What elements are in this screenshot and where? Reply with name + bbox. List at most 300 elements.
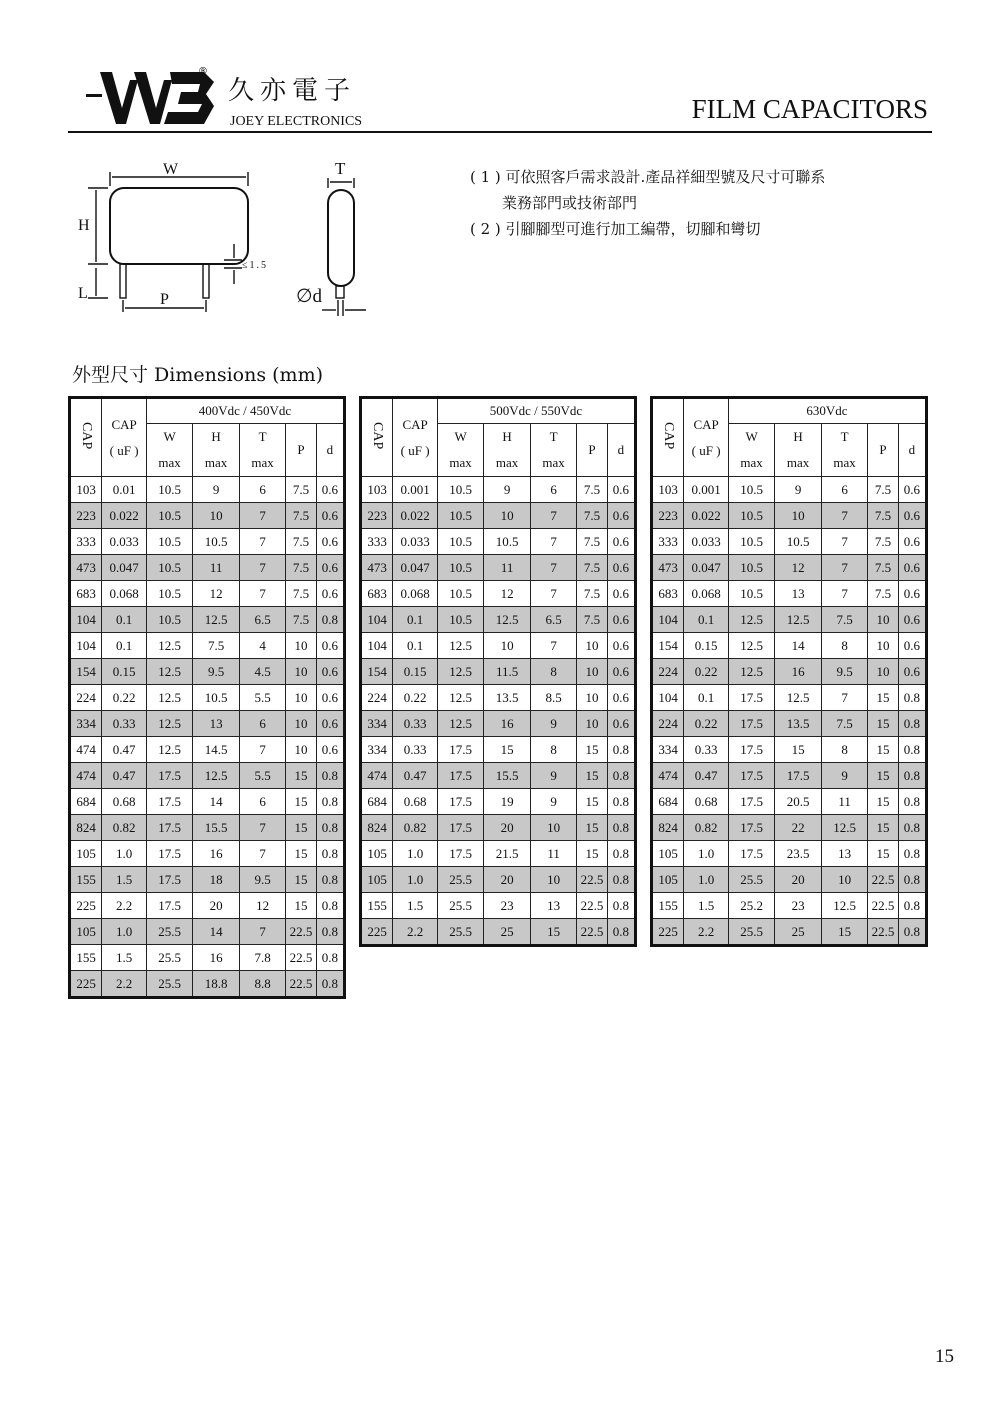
cell-capacitance: 0.15 — [393, 659, 437, 685]
cell-height: 11 — [193, 555, 240, 581]
cell-width: 17.5 — [146, 815, 193, 841]
cell-pitch: 10 — [868, 607, 898, 633]
registered-mark: ® — [198, 66, 208, 77]
cell-thickness: 12.5 — [821, 893, 868, 919]
cell-capacitance: 1.5 — [102, 945, 146, 971]
cell-height: 10.5 — [484, 529, 531, 555]
cell-cap-code: 333 — [361, 529, 393, 555]
table-row — [70, 555, 345, 581]
cell-capacitance: 0.22 — [684, 659, 728, 685]
cell-lead-diameter: 0.8 — [898, 867, 926, 893]
table-row — [652, 529, 927, 555]
cell-width: 17.5 — [728, 841, 775, 867]
cell-width: 17.5 — [146, 893, 193, 919]
cell-width: 25.5 — [146, 945, 193, 971]
cell-pitch: 15 — [286, 841, 316, 867]
cell-capacitance: 0.33 — [684, 737, 728, 763]
header-p: P — [286, 424, 316, 477]
cell-pitch: 22.5 — [577, 893, 607, 919]
company-name-chinese: 久亦電子 — [228, 76, 357, 106]
cell-thickness: 13 — [530, 893, 577, 919]
cell-pitch: 7.5 — [286, 607, 316, 633]
cell-width: 12.5 — [437, 633, 484, 659]
cell-height: 10 — [484, 633, 531, 659]
section-title: 外型尺寸 Dimensions (mm) — [72, 364, 323, 386]
cell-height: 10.5 — [193, 685, 240, 711]
cell-capacitance: 0.1 — [102, 607, 146, 633]
header-w-label: W — [454, 429, 467, 444]
cell-capacitance: 0.47 — [684, 763, 728, 789]
table-row — [652, 503, 927, 529]
cell-pitch: 10 — [868, 659, 898, 685]
table-row — [361, 841, 636, 867]
cell-width: 25.5 — [728, 867, 775, 893]
cell-pitch: 7.5 — [868, 529, 898, 555]
cell-lead-diameter: 0.8 — [607, 867, 635, 893]
cell-capacitance: 0.22 — [684, 711, 728, 737]
cell-thickness: 8 — [530, 659, 577, 685]
cell-height: 20 — [484, 815, 531, 841]
header-w-label: W — [745, 429, 758, 444]
cell-lead-diameter: 0.8 — [316, 945, 344, 971]
cell-pitch: 7.5 — [577, 581, 607, 607]
cell-width: 17.5 — [728, 711, 775, 737]
table-row — [361, 503, 636, 529]
cell-cap-code: 474 — [361, 763, 393, 789]
cell-width: 17.5 — [728, 685, 775, 711]
cell-lead-diameter: 0.8 — [607, 841, 635, 867]
header-capacitance-label: CAP — [402, 416, 428, 432]
cell-cap-code: 683 — [652, 581, 684, 607]
cell-width: 17.5 — [728, 815, 775, 841]
cell-lead-diameter: 0.8 — [898, 685, 926, 711]
label-d: ∅d — [296, 286, 323, 307]
cell-pitch: 15 — [286, 763, 316, 789]
cell-pitch: 7.5 — [286, 477, 316, 503]
cell-height: 12.5 — [193, 607, 240, 633]
cell-capacitance: 1.0 — [102, 919, 146, 945]
cell-cap-code: 474 — [70, 763, 102, 789]
cell-width: 12.5 — [728, 633, 775, 659]
cell-lead-diameter: 0.8 — [898, 711, 926, 737]
cell-capacitance: 2.2 — [102, 971, 146, 998]
cell-pitch: 22.5 — [286, 919, 316, 945]
dimension-table-500v — [359, 396, 637, 947]
table-row — [361, 659, 636, 685]
header-voltage: 630Vdc — [728, 398, 926, 424]
cell-cap-code: 473 — [361, 555, 393, 581]
header-h-label: H — [793, 429, 803, 444]
cell-thickness: 7 — [821, 555, 868, 581]
cell-pitch: 7.5 — [868, 555, 898, 581]
cell-thickness: 11 — [821, 789, 868, 815]
header-w-max: max — [449, 455, 472, 470]
cell-height: 7.5 — [193, 633, 240, 659]
cell-pitch: 22.5 — [286, 971, 316, 998]
table-row — [70, 685, 345, 711]
cell-cap-code: 104 — [652, 685, 684, 711]
cell-thickness: 12.5 — [821, 815, 868, 841]
page-number: 15 — [935, 1346, 954, 1367]
cell-width: 17.5 — [437, 789, 484, 815]
table-row — [361, 529, 636, 555]
cell-pitch: 22.5 — [868, 893, 898, 919]
cell-cap-code: 224 — [361, 685, 393, 711]
cell-height: 25 — [775, 919, 822, 946]
table-row — [70, 945, 345, 971]
cell-height: 17.5 — [775, 763, 822, 789]
cell-capacitance: 0.001 — [684, 477, 728, 503]
table-row — [361, 867, 636, 893]
header-cap-code — [652, 398, 684, 477]
cell-thickness: 7 — [239, 529, 286, 555]
cell-thickness: 7 — [530, 555, 577, 581]
cell-lead-diameter: 0.6 — [316, 503, 344, 529]
cell-pitch: 7.5 — [868, 477, 898, 503]
cell-thickness: 6 — [239, 789, 286, 815]
cell-height: 15.5 — [484, 763, 531, 789]
table-row — [652, 581, 927, 607]
header-h — [193, 424, 240, 477]
cell-pitch: 10 — [577, 685, 607, 711]
cell-width: 10.5 — [146, 503, 193, 529]
cell-pitch: 15 — [577, 789, 607, 815]
cell-lead-diameter: 0.6 — [607, 477, 635, 503]
cell-width: 10.5 — [146, 607, 193, 633]
cell-lead-diameter: 0.8 — [316, 971, 344, 998]
cell-capacitance: 0.82 — [102, 815, 146, 841]
header-p: P — [868, 424, 898, 477]
cell-height: 25 — [484, 919, 531, 946]
cell-height: 9.5 — [193, 659, 240, 685]
cell-height: 11 — [484, 555, 531, 581]
header-rule — [68, 131, 932, 133]
table-row — [361, 711, 636, 737]
cell-height: 9 — [484, 477, 531, 503]
header-capacitance — [393, 398, 437, 477]
cell-thickness: 4.5 — [239, 659, 286, 685]
cell-pitch: 7.5 — [577, 477, 607, 503]
cell-width: 12.5 — [437, 685, 484, 711]
cell-thickness: 7 — [239, 555, 286, 581]
cell-width: 10.5 — [437, 581, 484, 607]
header-h-label: H — [211, 429, 221, 444]
cell-lead-diameter: 0.6 — [898, 659, 926, 685]
cell-cap-code: 155 — [70, 867, 102, 893]
cell-pitch: 15 — [286, 893, 316, 919]
cell-cap-code: 105 — [652, 841, 684, 867]
cell-width: 10.5 — [728, 581, 775, 607]
cell-capacitance: 0.1 — [393, 633, 437, 659]
table-row — [70, 581, 345, 607]
cell-lead-diameter: 0.8 — [316, 763, 344, 789]
cell-width: 17.5 — [728, 763, 775, 789]
cell-capacitance: 1.5 — [102, 867, 146, 893]
cell-cap-code: 105 — [652, 867, 684, 893]
cell-lead-diameter: 0.8 — [898, 815, 926, 841]
cell-height: 15.5 — [193, 815, 240, 841]
cell-thickness: 6.5 — [530, 607, 577, 633]
cell-capacitance: 0.68 — [102, 789, 146, 815]
cell-capacitance: 0.15 — [102, 659, 146, 685]
label-l: L — [78, 285, 88, 302]
cell-width: 10.5 — [146, 555, 193, 581]
cell-cap-code: 154 — [70, 659, 102, 685]
cell-pitch: 10 — [286, 711, 316, 737]
cell-width: 25.2 — [728, 893, 775, 919]
header-w-max: max — [158, 455, 181, 470]
cell-lead-diameter: 0.6 — [316, 555, 344, 581]
cell-height: 13.5 — [775, 711, 822, 737]
table-row — [361, 789, 636, 815]
table-row — [70, 815, 345, 841]
cell-height: 12.5 — [775, 685, 822, 711]
table-row — [652, 815, 927, 841]
cell-width: 17.5 — [437, 763, 484, 789]
table-row — [652, 555, 927, 581]
cell-height: 23 — [775, 893, 822, 919]
cell-pitch: 15 — [286, 815, 316, 841]
cell-height: 10 — [193, 503, 240, 529]
cell-height: 12.5 — [775, 607, 822, 633]
cell-pitch: 10 — [286, 737, 316, 763]
cell-lead-diameter: 0.6 — [607, 581, 635, 607]
cell-width: 17.5 — [437, 815, 484, 841]
cell-pitch: 10 — [286, 659, 316, 685]
cell-thickness: 12 — [239, 893, 286, 919]
cell-width: 17.5 — [146, 867, 193, 893]
cell-height: 12 — [484, 581, 531, 607]
cell-width: 17.5 — [437, 737, 484, 763]
cell-cap-code: 683 — [70, 581, 102, 607]
cell-capacitance: 2.2 — [684, 919, 728, 946]
cell-height: 15 — [775, 737, 822, 763]
table-row — [652, 607, 927, 633]
cell-cap-code: 334 — [652, 737, 684, 763]
cell-height: 13.5 — [484, 685, 531, 711]
header-h — [775, 424, 822, 477]
cell-thickness: 7 — [530, 503, 577, 529]
cell-pitch: 7.5 — [577, 529, 607, 555]
cell-width: 10.5 — [437, 477, 484, 503]
cell-cap-code: 223 — [70, 503, 102, 529]
header-h-max: max — [495, 455, 519, 470]
cell-cap-code: 105 — [70, 919, 102, 945]
cell-lead-diameter: 0.6 — [898, 555, 926, 581]
note-2: ( 2 ) 引腳腳型可進行加工編帶，切腳和彎切 — [470, 220, 761, 238]
cell-cap-code: 105 — [361, 867, 393, 893]
cell-capacitance: 0.022 — [393, 503, 437, 529]
label-p: P — [160, 291, 169, 308]
cell-lead-diameter: 0.6 — [316, 737, 344, 763]
cell-cap-code: 104 — [70, 633, 102, 659]
cell-thickness: 9.5 — [239, 867, 286, 893]
cell-width: 12.5 — [146, 633, 193, 659]
cell-height: 14 — [193, 919, 240, 945]
cell-lead-diameter: 0.6 — [898, 633, 926, 659]
header-t-max: max — [251, 455, 274, 470]
cell-cap-code: 225 — [70, 971, 102, 998]
cell-thickness: 6 — [530, 477, 577, 503]
cell-thickness: 7.5 — [821, 607, 868, 633]
cell-cap-code: 473 — [652, 555, 684, 581]
cell-width: 25.5 — [146, 971, 193, 998]
cell-capacitance: 0.1 — [684, 685, 728, 711]
cell-thickness: 15 — [530, 919, 577, 946]
table-row — [652, 763, 927, 789]
cell-height: 23 — [484, 893, 531, 919]
cell-lead-diameter: 0.8 — [607, 789, 635, 815]
cell-capacitance: 0.022 — [102, 503, 146, 529]
cell-lead-diameter: 0.6 — [898, 607, 926, 633]
cell-width: 17.5 — [728, 737, 775, 763]
cell-thickness: 7 — [239, 841, 286, 867]
cell-lead-diameter: 0.8 — [607, 763, 635, 789]
header-t — [239, 424, 286, 477]
cell-pitch: 22.5 — [286, 945, 316, 971]
header-h-max: max — [786, 455, 810, 470]
cell-lead-diameter: 0.8 — [607, 737, 635, 763]
cell-cap-code: 224 — [70, 685, 102, 711]
cell-thickness: 10 — [530, 815, 577, 841]
header-t — [821, 424, 868, 477]
cell-capacitance: 0.22 — [102, 685, 146, 711]
table-row — [652, 659, 927, 685]
cell-pitch: 22.5 — [868, 867, 898, 893]
cell-width: 17.5 — [146, 763, 193, 789]
cell-lead-diameter: 0.6 — [316, 685, 344, 711]
cell-lead-diameter: 0.6 — [898, 477, 926, 503]
cell-height: 16 — [193, 945, 240, 971]
cell-lead-diameter: 0.6 — [607, 503, 635, 529]
table-row — [652, 841, 927, 867]
cell-lead-diameter: 0.8 — [898, 841, 926, 867]
table-row — [70, 529, 345, 555]
cell-thickness: 9 — [821, 763, 868, 789]
note-1: ( 1 ) 可依照客戶需求設計.產品祥細型號及尺寸可聯系 — [470, 168, 826, 186]
cell-pitch: 15 — [868, 737, 898, 763]
cell-thickness: 9.5 — [821, 659, 868, 685]
company-name-english: JOEY ELECTRONICS — [230, 114, 363, 129]
cell-lead-diameter: 0.8 — [898, 893, 926, 919]
cell-pitch: 7.5 — [577, 607, 607, 633]
cell-pitch: 22.5 — [868, 919, 898, 946]
cell-thickness: 10 — [821, 867, 868, 893]
cell-capacitance: 0.068 — [102, 581, 146, 607]
note-1-continued: 業務部門或技術部門 — [502, 194, 638, 212]
cell-height: 16 — [193, 841, 240, 867]
cell-lead-diameter: 0.6 — [898, 581, 926, 607]
cell-capacitance: 0.033 — [684, 529, 728, 555]
header-t — [530, 424, 577, 477]
cell-cap-code: 474 — [70, 737, 102, 763]
cell-cap-code: 105 — [70, 841, 102, 867]
cell-cap-code: 684 — [361, 789, 393, 815]
cell-thickness: 7 — [530, 633, 577, 659]
table-row — [652, 919, 927, 946]
cell-width: 10.5 — [728, 529, 775, 555]
cell-thickness: 7.5 — [821, 711, 868, 737]
cell-pitch: 10 — [286, 633, 316, 659]
cell-height: 11.5 — [484, 659, 531, 685]
cell-cap-code: 103 — [70, 477, 102, 503]
cell-width: 25.5 — [437, 867, 484, 893]
cell-lead-diameter: 0.8 — [898, 789, 926, 815]
cell-height: 20.5 — [775, 789, 822, 815]
table-row — [652, 893, 927, 919]
cell-height: 20 — [193, 893, 240, 919]
cell-lead-diameter: 0.6 — [607, 529, 635, 555]
cell-pitch: 15 — [577, 737, 607, 763]
cell-cap-code: 223 — [361, 503, 393, 529]
cell-thickness: 7 — [239, 581, 286, 607]
cell-width: 17.5 — [146, 789, 193, 815]
cell-pitch: 7.5 — [868, 581, 898, 607]
cell-height: 19 — [484, 789, 531, 815]
table-row — [652, 789, 927, 815]
header-w-label: W — [163, 429, 176, 444]
cell-thickness: 7 — [821, 503, 868, 529]
label-t: T — [335, 159, 346, 178]
cell-width: 10.5 — [437, 529, 484, 555]
table-row — [361, 685, 636, 711]
table-row — [70, 477, 345, 503]
cell-lead-diameter: 0.8 — [316, 789, 344, 815]
cell-cap-code: 155 — [652, 893, 684, 919]
cell-width: 12.5 — [437, 659, 484, 685]
cell-lead-diameter: 0.8 — [607, 815, 635, 841]
cell-width: 10.5 — [728, 555, 775, 581]
cell-capacitance: 1.0 — [102, 841, 146, 867]
cell-lead-diameter: 0.8 — [898, 737, 926, 763]
cell-capacitance: 0.33 — [393, 737, 437, 763]
dimension-table-630v — [650, 396, 928, 947]
cell-width: 12.5 — [146, 685, 193, 711]
cell-lead-diameter: 0.8 — [898, 919, 926, 946]
cell-capacitance: 1.0 — [684, 841, 728, 867]
cell-width: 10.5 — [728, 477, 775, 503]
cell-width: 12.5 — [146, 659, 193, 685]
cell-thickness: 7 — [821, 581, 868, 607]
table-row — [652, 711, 927, 737]
cell-lead-diameter: 0.8 — [316, 607, 344, 633]
cell-thickness: 13 — [821, 841, 868, 867]
header-h-label: H — [502, 429, 512, 444]
cell-width: 10.5 — [146, 529, 193, 555]
cell-cap-code: 334 — [361, 737, 393, 763]
cell-thickness: 7 — [821, 529, 868, 555]
cell-thickness: 8.8 — [239, 971, 286, 998]
cell-capacitance: 0.82 — [393, 815, 437, 841]
cell-capacitance: 0.22 — [393, 685, 437, 711]
cell-capacitance: 0.47 — [102, 737, 146, 763]
cell-thickness: 15 — [821, 919, 868, 946]
table-row — [70, 633, 345, 659]
table-row — [361, 815, 636, 841]
table-row — [70, 867, 345, 893]
cell-height: 13 — [193, 711, 240, 737]
cell-pitch: 15 — [868, 685, 898, 711]
cell-lead-diameter: 0.8 — [607, 919, 635, 946]
cell-cap-code: 474 — [652, 763, 684, 789]
cell-width: 12.5 — [437, 711, 484, 737]
cell-lead-diameter: 0.6 — [607, 659, 635, 685]
table-row — [361, 633, 636, 659]
header-h — [484, 424, 531, 477]
cell-lead-diameter: 0.6 — [898, 529, 926, 555]
cell-capacitance: 0.47 — [393, 763, 437, 789]
dimension-table-400v — [68, 396, 346, 999]
